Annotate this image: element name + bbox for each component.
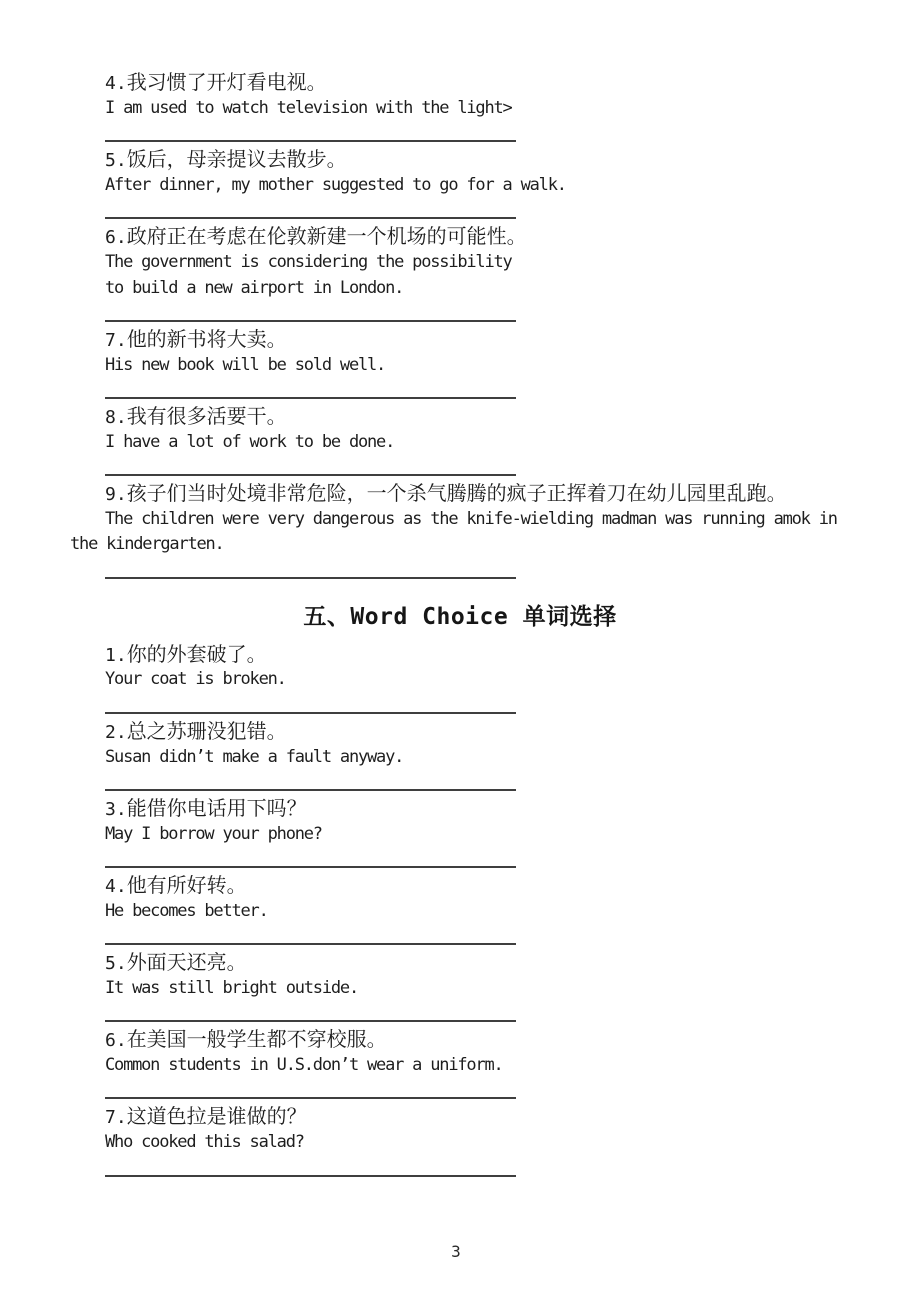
page-footer [0,1242,912,1261]
item-english-translation-line: Your coat is broken. [105,669,286,690]
item-chinese-text: 在美国一般学生都不穿校服。 [126,1027,387,1052]
item-english-translation-line: Common students in U.S.don’t wear a uniform. [105,1054,503,1075]
item-english-translation-line: The children were very dangerous as the knife-wielding madman was running amok in [105,508,837,529]
answer-blank [70,1001,850,1027]
item-chinese-text: 政府正在考虑在伦敦新建一个机场的可能性。 [126,224,527,249]
item-chinese-text: 总之苏珊没犯错。 [126,718,287,743]
exercise-item [70,224,850,327]
word-choice-section [70,600,850,1181]
exercise-item [70,404,850,481]
item-chinese-text: 能借你电话用下吗？ [126,795,307,820]
answer-blank [70,301,850,327]
answer-blank-rule [105,320,516,322]
item-number: 4. [105,73,127,94]
item-number: 5. [105,953,127,974]
item-chinese-text: 他有所好转。 [126,872,247,897]
item-number: 3. [105,798,127,820]
item-english-translation-line: I have a lot of work to be done. [105,431,395,452]
answer-blank [70,198,850,224]
answer-blank [70,1078,850,1104]
exercise-item [70,950,850,1027]
page-number: 3 [451,1242,461,1261]
exercise-item [70,70,850,147]
item-english-translation-line: Susan didn’t make a fault anyway. [105,746,404,767]
item-english-translation-line: After dinner, my mother suggested to go for a walk. [105,174,566,195]
exercise-item [70,719,850,796]
answer-blank [70,455,850,481]
answer-blank-rule [105,866,516,868]
item-english-translation-line: It was still bright outside. [105,977,358,998]
item-english-translation-line: He becomes better. [105,900,268,921]
item-chinese-text: 孩子们当时处境非常危险，一个杀气腾腾的疯子正挥着刀在幼儿园里乱跑。 [126,481,787,505]
item-number: 4. [105,875,127,897]
item-chinese-prompt [70,873,850,899]
item-chinese-prompt [70,404,850,430]
answer-blank [70,1156,850,1182]
item-number: 6. [105,1030,127,1052]
answer-blank [70,121,850,147]
section-heading: 五、Word Choice 单词选择 [303,603,617,630]
answer-blank-rule [105,712,516,714]
item-chinese-prompt [70,719,850,745]
exercise-item [70,873,850,950]
answer-blank-rule [105,577,516,579]
answer-blank-rule [105,1175,516,1177]
item-number: 1. [105,644,127,666]
exercise-item [70,1104,850,1181]
answer-blank-rule [105,943,516,945]
exercise-item [70,327,850,404]
item-chinese-text: 饭后，母亲提议去散步。 [126,147,347,172]
answer-blank-rule [105,397,516,399]
item-number: 9. [105,484,127,505]
answer-blank [70,693,850,719]
item-english-translation-line: The government is considering the possibility [105,251,512,272]
item-number: 7. [105,329,127,351]
answer-blank-rule [105,474,516,476]
item-chinese-prompt [70,1027,850,1053]
item-chinese-text: 你的外套破了。 [126,641,267,666]
item-chinese-text: 这道色拉是谁做的？ [126,1104,307,1129]
item-number: 6. [105,227,127,249]
item-chinese-prompt [70,327,850,353]
item-chinese-prompt [70,796,850,822]
exercise-item [70,481,850,584]
answer-blank-rule [105,217,516,219]
exercise-item [70,147,850,224]
answer-blank [70,770,850,796]
item-chinese-text: 外面天还亮。 [126,950,247,974]
answer-blank-rule [105,140,516,142]
answer-blank [70,558,850,584]
item-english-translation-line: to build a new airport in London. [105,277,404,298]
item-english-translation-line: Who cooked this salad? [105,1131,304,1152]
item-number: 8. [105,406,127,428]
exercise-item [70,1027,850,1104]
item-number: 5. [105,150,127,172]
answer-blank-rule [105,1020,516,1022]
answer-blank [70,847,850,873]
item-english-translation-line: May I borrow your phone? [105,823,322,844]
item-english-translation-line: the kindergarten. [70,534,224,555]
item-chinese-text: 他的新书将大卖。 [126,326,287,351]
item-english-translation-line: I am used to watch television with the light> [105,97,512,118]
item-chinese-prompt [70,70,850,96]
item-chinese-prompt [70,950,850,976]
answer-blank [70,924,850,950]
item-chinese-text: 我习惯了开灯看电视。 [126,70,327,94]
answer-blank-rule [105,789,516,791]
answer-blank-rule [105,1097,516,1099]
item-chinese-text: 我有很多活要干。 [126,403,287,428]
item-chinese-prompt [70,642,850,668]
item-english-translation-line: His new book will be sold well. [105,354,386,375]
translation-section-continued [70,70,850,584]
item-chinese-prompt [70,481,850,507]
item-number: 7. [105,1107,127,1129]
item-chinese-prompt [70,147,850,173]
item-number: 2. [105,721,127,743]
translation-items-list [70,70,850,584]
answer-blank [70,378,850,404]
exercise-item [70,796,850,873]
word-choice-items-list [70,642,850,1181]
item-chinese-prompt [70,1104,850,1130]
item-chinese-prompt [70,224,850,250]
exercise-item [70,642,850,719]
